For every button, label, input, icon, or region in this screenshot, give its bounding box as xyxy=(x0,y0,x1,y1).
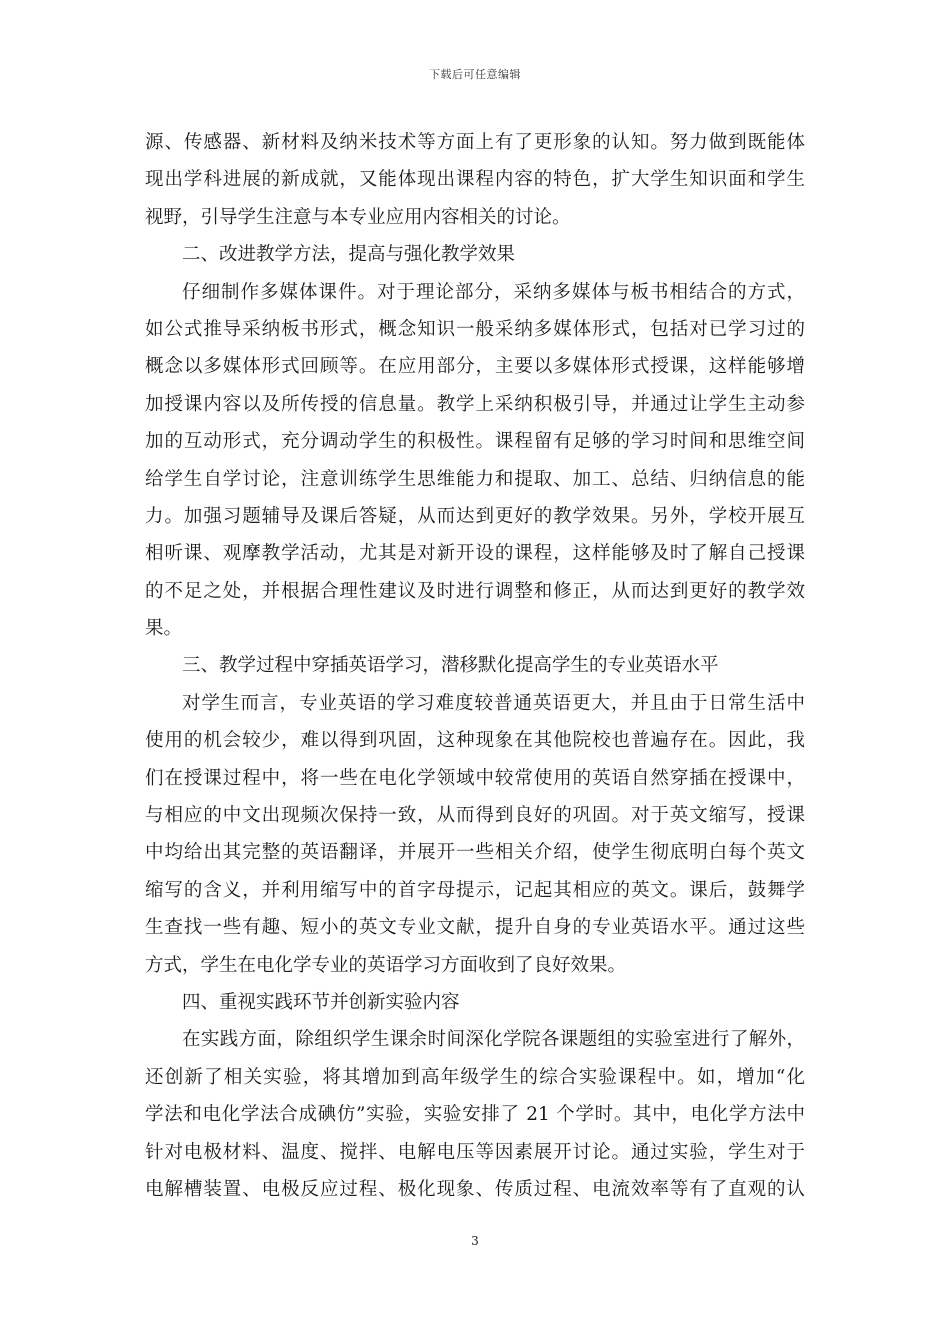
text-line: 二、改进教学方法，提高与强化教学效果 xyxy=(182,244,516,266)
text-line: 力。加强习题辅导及课后答疑，从而达到更好的教学效果。另外，学校开展互 xyxy=(145,505,805,527)
text-line: 源、传感器、新材料及纳米技术等方面上有了更形象的认知。努力做到既能体 xyxy=(145,132,805,153)
text-line: 概念以多媒体形式回顾等。在应用部分，主要以多媒体形式授课，这样能够增 xyxy=(145,356,805,378)
text-line: 方式，学生在电化学专业的英语学习方面收到了良好效果。 xyxy=(145,954,627,976)
text-line: 学法和电化学法合成碘仿”实验，实验安排了 21 个学时。其中，电化学方法中 xyxy=(145,1104,805,1126)
text-line: 三、教学过程中穿插英语学习，潜移默化提高学生的专业英语水平 xyxy=(182,655,719,677)
text-line: 们在授课过程中，将一些在电化学领域中较常使用的英语自然穿插在授课中， xyxy=(145,767,805,789)
page-number: 3 xyxy=(471,1234,479,1248)
text-line: 加授课内容以及所传授的信息量。教学上采纳积极引导，并通过让学生主动参 xyxy=(145,393,805,415)
text-line: 与相应的中文出现频次保持一致，从而得到良好的巩固。对于英文缩写，授课 xyxy=(145,805,805,827)
text-line: 四、重视实践环节并创新实验内容 xyxy=(182,991,460,1013)
text-line: 果。 xyxy=(145,618,183,640)
text-line: 的不足之处，并根据合理性建议及时进行调整和修正，从而达到更好的教学效 xyxy=(145,580,805,602)
text-line: 中均给出其完整的英语翻译，并展开一些相关介绍，使学生彻底明白每个英文 xyxy=(145,842,805,864)
text-line: 在实践方面，除组织学生课余时间深化学院各课题组的实验室进行了解外， xyxy=(182,1029,805,1051)
text-line: 加的互动形式，充分调动学生的积极性。课程留有足够的学习时间和思维空间 xyxy=(145,431,805,453)
text-line: 使用的机会较少，难以得到巩固，这种现象在其他院校也普遍存在。因此，我 xyxy=(145,730,805,752)
text-line: 如公式推导采纳板书形式，概念知识一般采纳多媒体形式，包括对已学习过的 xyxy=(145,318,805,340)
text-line: 还创新了相关实验，将其增加到高年级学生的综合实验课程中。如，增加“化 xyxy=(145,1066,805,1088)
text-line: 视野，引导学生注意与本专业应用内容相关的讨论。 xyxy=(145,206,571,228)
text-line: 对学生而言，专业英语的学习难度较普通英语更大，并且由于日常生活中 xyxy=(182,692,805,714)
text-line: 相听课、观摩教学活动，尤其是对新开设的课程，这样能够及时了解自己授课 xyxy=(145,543,805,565)
text-line: 针对电极材料、温度、搅拌、电解电压等因素展开讨论。通过实验，学生对于 xyxy=(145,1141,805,1163)
page-header: 下载后可任意编辑 xyxy=(429,68,521,81)
text-line: 生查找一些有趣、短小的英文专业文献，提升自身的专业英语水平。通过这些 xyxy=(145,917,805,939)
text-line: 给学生自学讨论，注意训练学生思维能力和提取、加工、总结、归纳信息的能 xyxy=(145,468,805,490)
text-line: 电解槽装置、电极反应过程、极化现象、传质过程、电流效率等有了直观的认 xyxy=(145,1178,805,1200)
text-line: 缩写的含义，并利用缩写中的首字母提示，记起其相应的英文。课后，鼓舞学 xyxy=(145,879,805,901)
text-line: 仔细制作多媒体课件。对于理论部分，采纳多媒体与板书相结合的方式， xyxy=(182,281,805,303)
text-line: 现出学科进展的新成就，又能体现出课程内容的特色，扩大学生知识面和学生 xyxy=(145,169,805,191)
body-text xyxy=(145,124,805,1208)
